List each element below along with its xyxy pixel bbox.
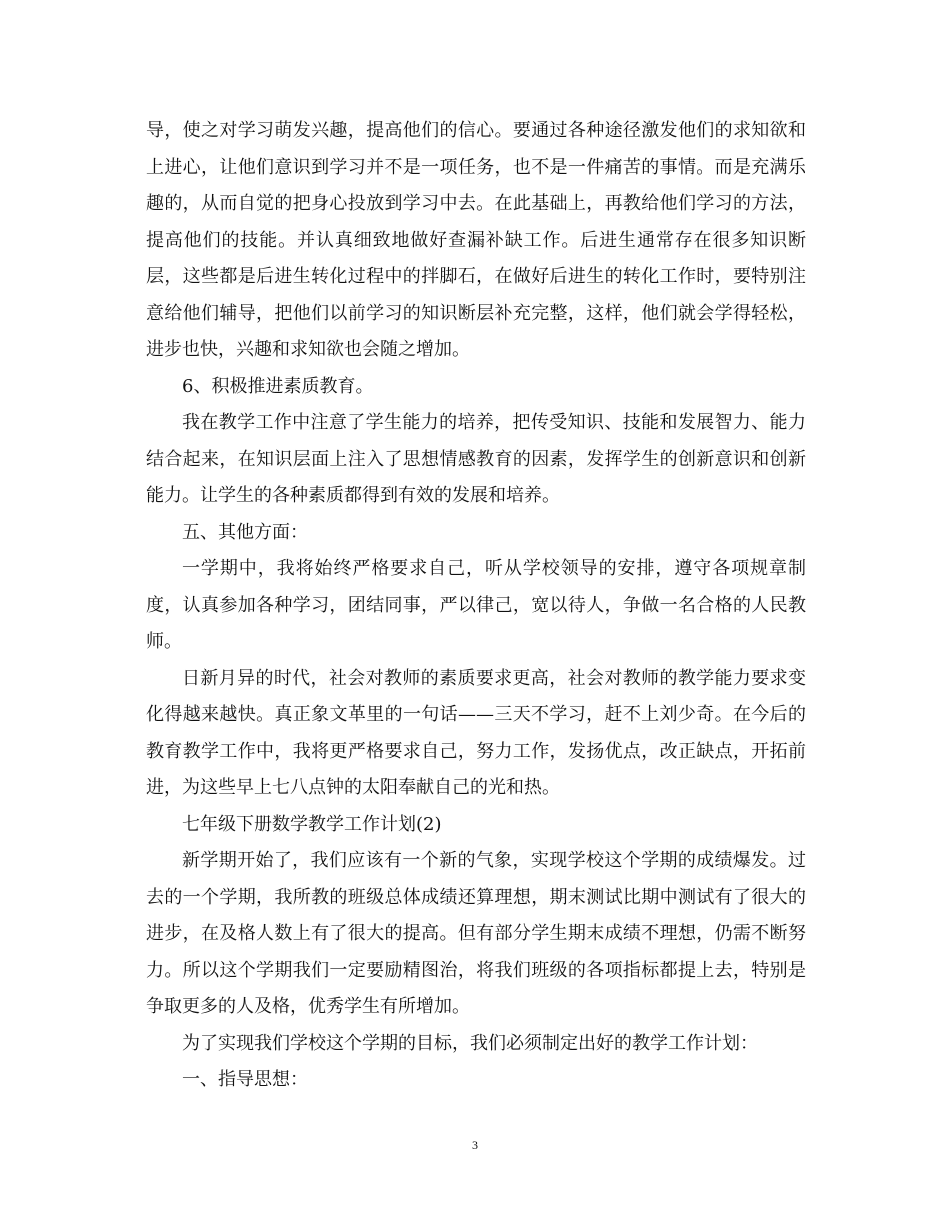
section-heading-guiding-ideology: 一、指导思想： — [182, 1069, 308, 1090]
paragraph-self-discipline: 一学期中，我将始终严格要求自己，听从学校领导的安排，遵守各项规章制度，认真参加各种学习，团结同事，严以律己，宽以待人，争做一名合格的人民教师。 — [146, 558, 806, 652]
section-heading-quality-education: 6、积极推进素质教育。 — [182, 375, 374, 397]
document-body — [146, 113, 806, 1099]
document-title-plan-2: 七年级下册数学教学工作计划(2) — [182, 813, 442, 835]
section-heading-other-aspects: 五、其他方面： — [182, 521, 308, 543]
paragraph-goal-statement: 为了实现我们学校这个学期的目标，我们必须制定出好的教学工作计划： — [182, 1032, 758, 1054]
paragraph-continuation: 导，使之对学习萌发兴趣，提高他们的信心。要通过各种途径激发他们的求知欲和上进心，让他们意识到学习并不是一项任务，也不是一件痛苦的事情。而是充满乐趣的，从而自觉的把身心投放到学习中去。在此基础上，再教给他们学习的方法，提高他们的技能。并认真细致地做好查漏补缺工作。后进生通常存在很多知识断层，这些都是后进生转化过程中的拌脚石，在做好后进生的转化工作时，要特别注意给他们辅导，把他们以前学习的知识断层补充完整，这样，他们就会学得轻松，进步也快，兴趣和求知欲也会随之增加。 — [146, 120, 806, 360]
paragraph-changing-times: 日新月异的时代，社会对教师的素质要求更高，社会对教师的教学能力要求变化得越来越快。真正象文革里的一句话——三天不学习，赶不上刘少奇。在今后的教育教学工作中，我将更严格要求自己，努力工作，发扬优点，改正缺点，开拓前进，为这些早上七八点钟的太阳奉献自己的光和热。 — [146, 667, 806, 798]
paragraph-new-semester: 新学期开始了，我们应该有一个新的气象，实现学校这个学期的成绩爆发。过去的一个学期，我所教的班级总体成绩还算理想，期末测试比期中测试有了很大的进步，在及格人数上有了很大的提高。但有部分学生期末成绩不理想，仍需不断努力。所以这个学期我们一定要励精图治，将我们班级的各项指标都提上去，特别是争取更多的人及格，优秀学生有所增加。 — [146, 850, 806, 1017]
page-number: 3 — [472, 1138, 478, 1152]
paragraph-ability-training: 我在教学工作中注意了学生能力的培养，把传受知识、技能和发展智力、能力结合起来，在知识层面上注入了思想情感教育的因素，发挥学生的创新意识和创新能力。让学生的各种素质都得到有效的发展和培养。 — [146, 412, 806, 506]
